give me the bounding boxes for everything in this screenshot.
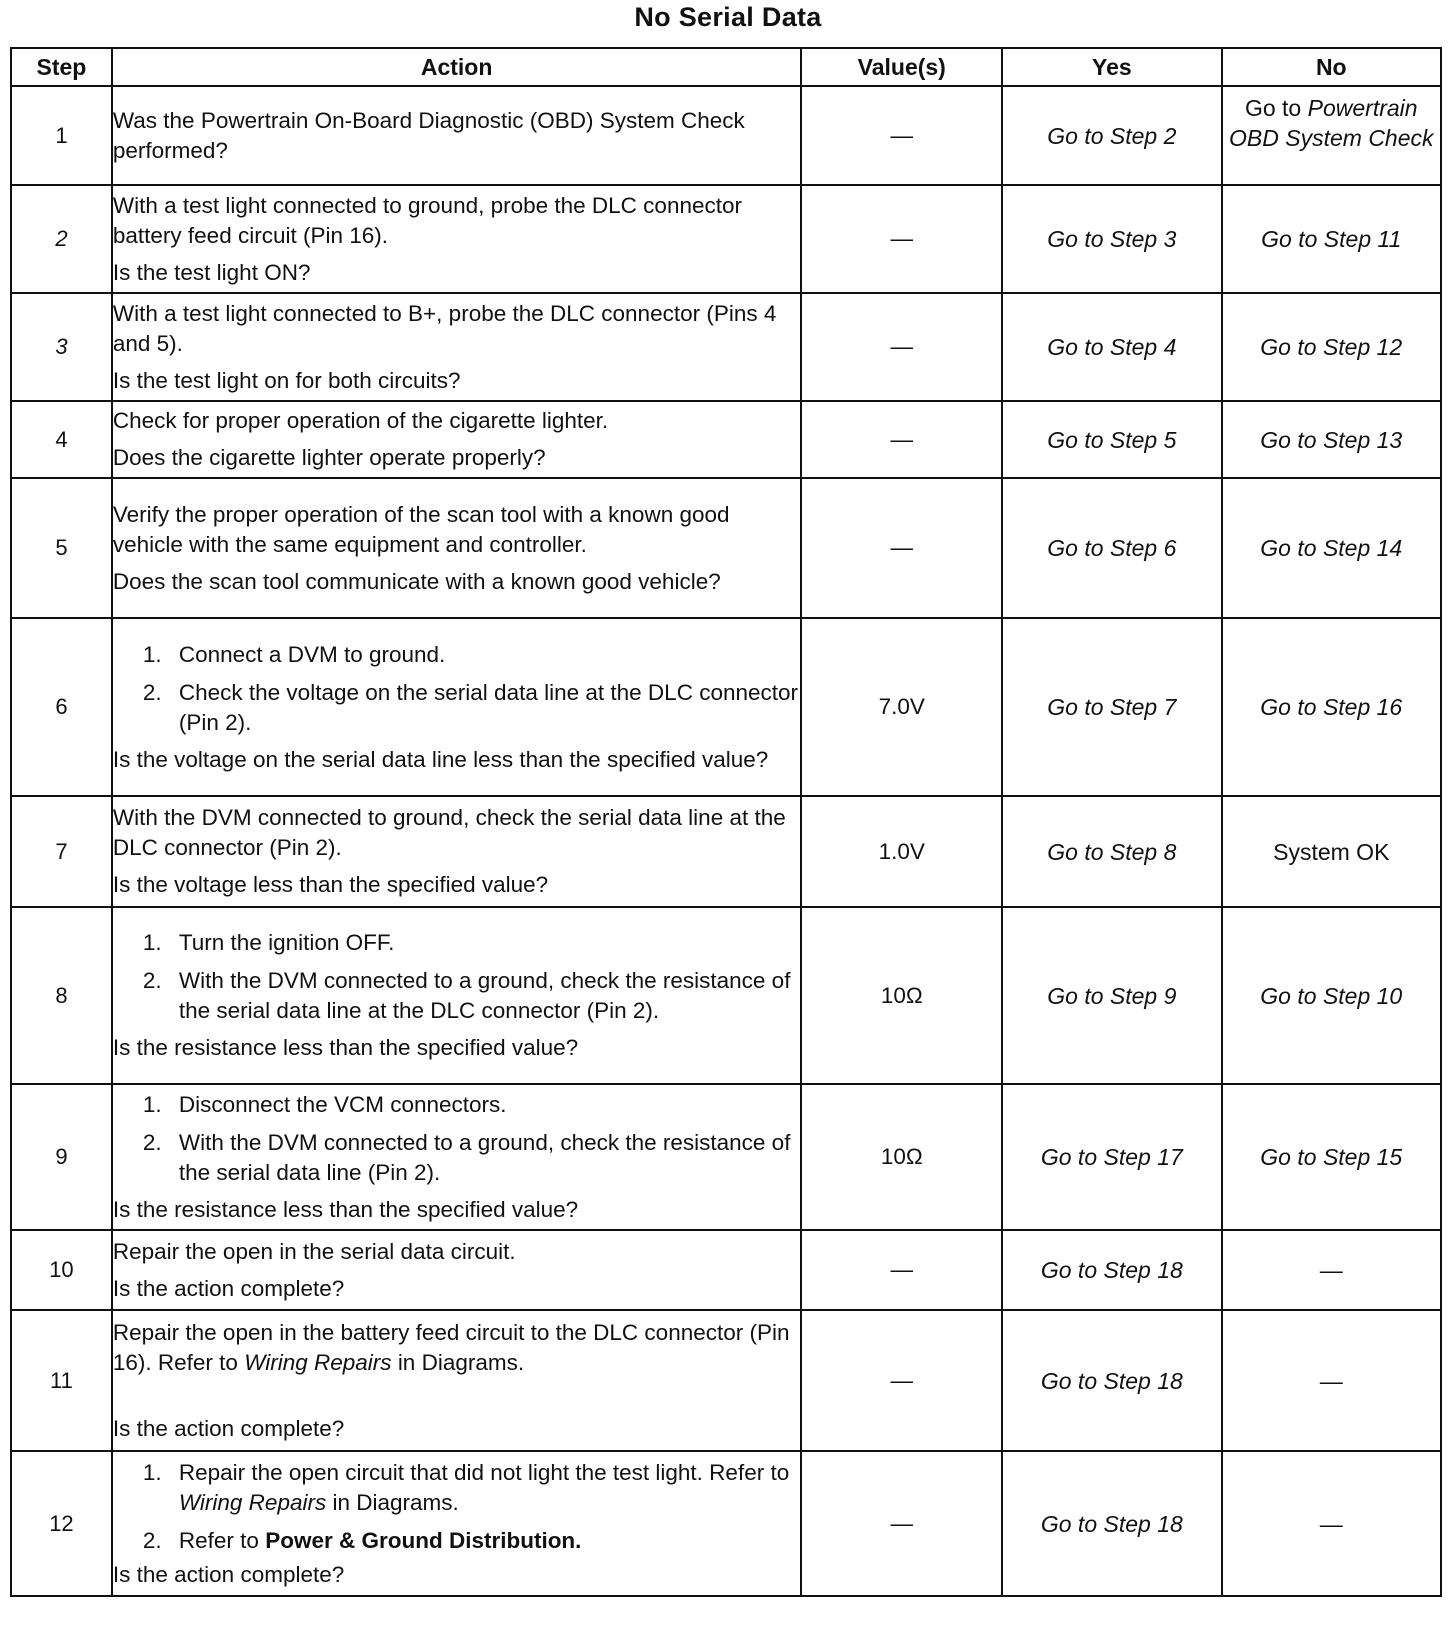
no-cell: — [1222,1310,1441,1451]
value-cell: 10Ω [801,907,1002,1084]
no-cell: Go to Step 14 [1222,478,1441,618]
step-list [113,640,801,738]
header-row [11,48,1441,86]
action-question: Is the action complete? [112,1561,345,1587]
table-row [11,796,1441,907]
no-cell: System OK [1222,796,1441,907]
power-ground-link: Power & Ground Distribution. [265,1527,582,1553]
action-text: Repair the open in the battery feed circuit to the DLC connector (Pin 16). Refer to Wiring Repairs in Diagrams. [112,1319,790,1375]
header-no: No [1222,48,1441,86]
action-question: Is the test light on for both circuits? [112,367,461,393]
value-cell: — [801,401,1002,478]
wiring-repairs-link: Wiring Repairs [244,1349,392,1375]
value-cell: — [801,86,1002,185]
yes-cell: Go to Step 18 [1002,1451,1221,1596]
value-cell: 7.0V [801,618,1002,796]
table-row [11,86,1441,185]
action-text: Repair the open in the serial data circuit. [112,1238,516,1264]
step-number: 4 [11,401,112,478]
header-yes: Yes [1002,48,1221,86]
action-text: With a test light connected to ground, probe the DLC connector battery feed circuit (Pin 16). [112,192,742,248]
no-cell: Go to Step 10 [1222,907,1441,1084]
table-row [11,478,1441,618]
list-item: 1. Repair the open circuit that did not light the test light. Refer to Wiring Repairs in Diagrams. [142,1459,790,1515]
action-cell [112,293,802,401]
list-item: 2. With the DVM connected to a ground, check the resistance of the serial data line at the DLC connector (Pin 2). [142,968,791,1023]
yes-cell: Go to Step 4 [1002,293,1221,401]
value-cell: — [801,185,1002,293]
step-number: 9 [11,1084,112,1230]
action-question: Does the scan tool communicate with a known good vehicle? [112,568,721,594]
header-action: Action [112,48,802,86]
no-cell: Go to Step 16 [1222,618,1441,796]
table-row [11,1230,1441,1310]
action-cell [112,1230,802,1310]
value-cell: — [801,478,1002,618]
action-cell [112,618,802,796]
action-text: With a test light connected to B+, probe the DLC connector (Pins 4 and 5). [112,300,777,356]
list-item: 2. Check the voltage on the serial data line at the DLC connector (Pin 2). [142,679,798,735]
list-item: 1. Disconnect the VCM connectors. [142,1091,507,1117]
table-row [11,1084,1441,1230]
action-cell [112,1451,802,1596]
step-number: 10 [11,1230,112,1310]
action-text: Check for proper operation of the cigarette lighter. [112,408,609,433]
header-step: Step [11,48,112,86]
table-row [11,618,1441,796]
step-number: 6 [11,618,112,796]
step-number: 3 [11,293,112,401]
yes-cell: Go to Step 5 [1002,401,1221,478]
action-cell [112,907,802,1084]
step-list [113,1458,801,1556]
action-cell [112,478,802,618]
table-row [11,401,1441,478]
action-text: Verify the proper operation of the scan tool with a known good vehicle with the same equipment and controller. [112,501,730,557]
action-question: Is the voltage on the serial data line less than the specified value? [112,746,769,772]
no-cell: Go to Step 11 [1222,185,1441,293]
step-number: 2 [11,185,112,293]
action-cell [112,1310,802,1451]
step-number: 1 [11,86,112,185]
step-number: 11 [11,1310,112,1451]
no-cell [1222,86,1441,185]
value-cell: — [801,1310,1002,1451]
no-prefix: Go to Powertrain OBD System Check [1229,95,1434,151]
step-number: 8 [11,907,112,1084]
value-cell: — [801,1230,1002,1310]
action-question: Does the cigarette lighter operate properly? [112,445,546,470]
step-number: 12 [11,1451,112,1596]
step-number: 7 [11,796,112,907]
list-item: 2. With the DVM connected to a ground, check the resistance of the serial data line (Pin 2). [142,1129,791,1185]
action-question: Is the test light ON? [112,259,311,285]
action-cell [112,1084,802,1230]
obd-check-link: Powertrain OBD System Check [1229,95,1434,151]
yes-cell: Go to Step 18 [1002,1230,1221,1310]
action-text: Was the Powertrain On-Board Diagnostic (OBD) System Check performed? [112,107,745,163]
table-row [11,907,1441,1084]
yes-cell: Go to Step 8 [1002,796,1221,907]
action-cell [112,796,802,907]
no-cell: — [1222,1451,1441,1596]
action-cell [112,86,802,185]
action-question: Is the voltage less than the specified value? [112,872,549,897]
list-item: 1. Turn the ignition OFF. [142,930,395,955]
value-cell: 1.0V [801,796,1002,907]
list-item: 2. Refer to Power & Ground Distribution. [142,1527,582,1553]
diagnostic-table [10,47,1442,1597]
table-row [11,185,1441,293]
value-cell: 10Ω [801,1084,1002,1230]
action-question: Is the resistance less than the specified value? [112,1035,579,1060]
yes-cell: Go to Step 18 [1002,1310,1221,1451]
no-cell: Go to Step 15 [1222,1084,1441,1230]
action-question: Is the resistance less than the specified value? [112,1196,579,1222]
step-list [113,928,801,1026]
action-text: With the DVM connected to ground, check the serial data line at the DLC connector (Pin 2). [112,805,786,860]
table-row [11,293,1441,401]
step-list [113,1090,801,1188]
header-values: Value(s) [801,48,1002,86]
step-number: 5 [11,478,112,618]
yes-cell: Go to Step 7 [1002,618,1221,796]
action-cell [112,185,802,293]
action-question: Is the action complete? [112,1415,345,1441]
yes-cell: Go to Step 9 [1002,907,1221,1084]
no-cell: — [1222,1230,1441,1310]
no-cell: Go to Step 13 [1222,401,1441,478]
wiring-repairs-link: Wiring Repairs [178,1489,327,1515]
no-cell: Go to Step 12 [1222,293,1441,401]
yes-cell: Go to Step 3 [1002,185,1221,293]
yes-cell: Go to Step 2 [1002,86,1221,185]
value-cell: — [801,293,1002,401]
yes-cell: Go to Step 6 [1002,478,1221,618]
list-item: 1. Connect a DVM to ground. [142,641,446,667]
value-cell: — [801,1451,1002,1596]
table-row [11,1310,1441,1451]
action-cell [112,401,802,478]
page-title: No Serial Data [634,2,822,32]
yes-cell: Go to Step 17 [1002,1084,1221,1230]
table-row [11,1451,1441,1596]
action-question: Is the action complete? [112,1275,345,1301]
